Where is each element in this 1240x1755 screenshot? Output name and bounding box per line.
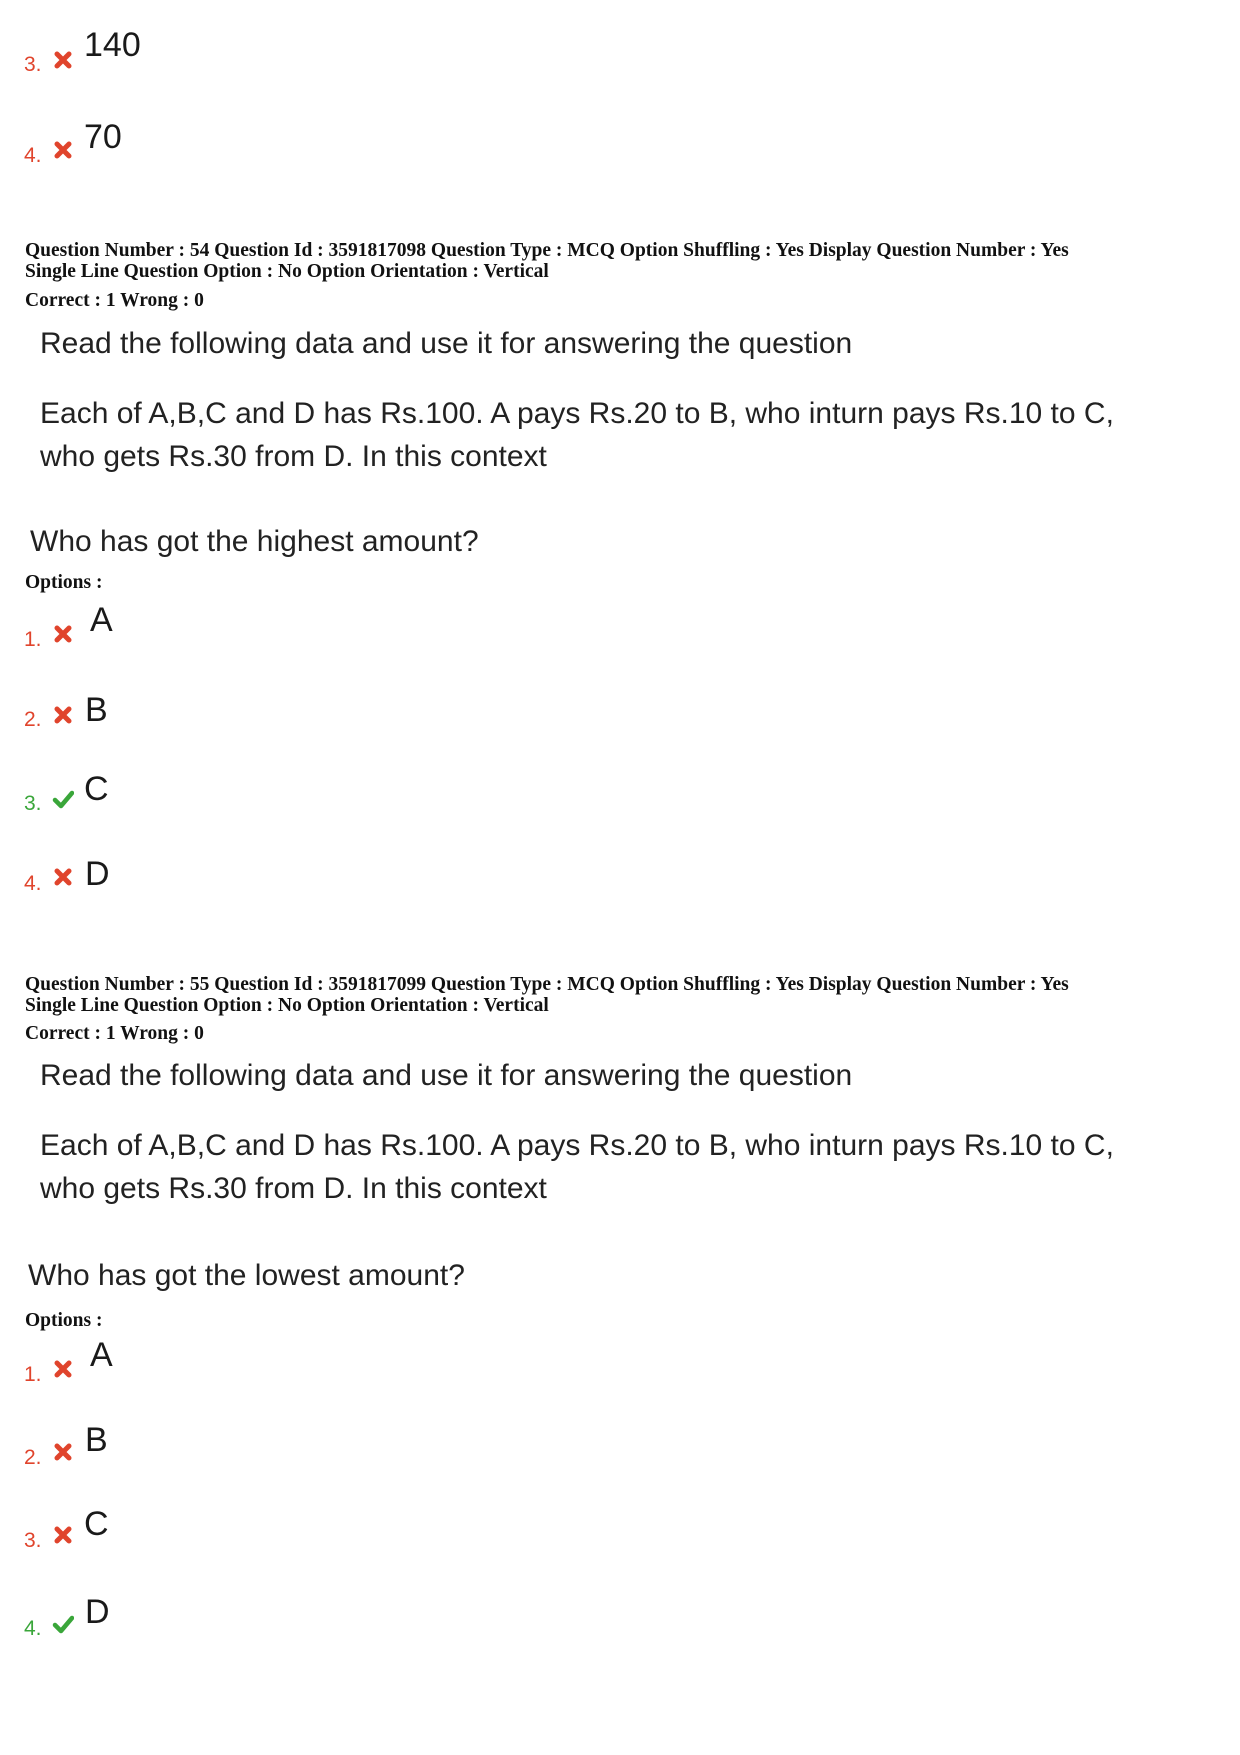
cross-icon bbox=[52, 1441, 74, 1463]
option-text: D bbox=[85, 855, 110, 893]
option-text: B bbox=[85, 691, 108, 729]
question-intro: Read the following data and use it for answering the question bbox=[40, 1059, 853, 1092]
option-number: 4. bbox=[24, 1617, 42, 1640]
cross-icon bbox=[52, 623, 74, 645]
option-number: 1. bbox=[24, 628, 42, 651]
meta-line: Question Number : 55 Question Id : 3591817099 Question Type : MCQ Option Shuffling : Yes Display Question Number : Yes bbox=[25, 974, 1069, 995]
question-intro: Read the following data and use it for answering the question bbox=[40, 327, 853, 360]
meta-line: Single Line Question Option : No Option Orientation : Vertical bbox=[25, 995, 549, 1016]
meta-line: Question Number : 54 Question Id : 3591817098 Question Type : MCQ Option Shuffling : Yes Display Question Number : Yes bbox=[25, 240, 1069, 261]
option-text: C bbox=[84, 770, 109, 808]
question-meta bbox=[25, 240, 1225, 282]
cross-icon bbox=[52, 139, 74, 161]
option-text: D bbox=[85, 1593, 110, 1631]
option-number: 1. bbox=[24, 1363, 42, 1386]
score-info: Correct : 1 Wrong : 0 bbox=[25, 1023, 204, 1044]
option-number: 3. bbox=[24, 1529, 42, 1552]
meta-line: Single Line Question Option : No Option Orientation : Vertical bbox=[25, 261, 549, 282]
option-number: 2. bbox=[24, 1446, 42, 1469]
option-text: A bbox=[90, 1336, 113, 1374]
question-data-line: Each of A,B,C and D has Rs.100. A pays Rs.20 to B, who inturn pays Rs.10 to C, bbox=[40, 1129, 1114, 1162]
check-icon bbox=[52, 1613, 74, 1635]
score-info: Correct : 1 Wrong : 0 bbox=[25, 290, 204, 311]
cross-icon bbox=[52, 1524, 74, 1546]
options-label: Options : bbox=[25, 1310, 103, 1331]
option-text: 70 bbox=[84, 118, 122, 156]
option-number: 4. bbox=[24, 872, 42, 895]
question-meta bbox=[25, 974, 1225, 1016]
option-text: 140 bbox=[84, 26, 141, 64]
check-icon bbox=[52, 788, 74, 810]
option-text: A bbox=[90, 601, 113, 639]
option-number: 2. bbox=[24, 708, 42, 731]
question-prompt: Who has got the highest amount? bbox=[30, 525, 479, 558]
option-number: 3. bbox=[24, 53, 42, 76]
cross-icon bbox=[52, 49, 74, 71]
cross-icon bbox=[52, 1358, 74, 1380]
option-text: C bbox=[84, 1505, 109, 1543]
option-number: 3. bbox=[24, 792, 42, 815]
question-data-line: who gets Rs.30 from D. In this context bbox=[40, 1172, 547, 1205]
question-prompt: Who has got the lowest amount? bbox=[28, 1259, 465, 1292]
option-number: 4. bbox=[24, 144, 42, 167]
cross-icon bbox=[52, 866, 74, 888]
options-label: Options : bbox=[25, 572, 103, 593]
cross-icon bbox=[52, 704, 74, 726]
question-data-line: who gets Rs.30 from D. In this context bbox=[40, 440, 547, 473]
option-text: B bbox=[85, 1421, 108, 1459]
question-data-line: Each of A,B,C and D has Rs.100. A pays Rs.20 to B, who inturn pays Rs.10 to C, bbox=[40, 397, 1114, 430]
